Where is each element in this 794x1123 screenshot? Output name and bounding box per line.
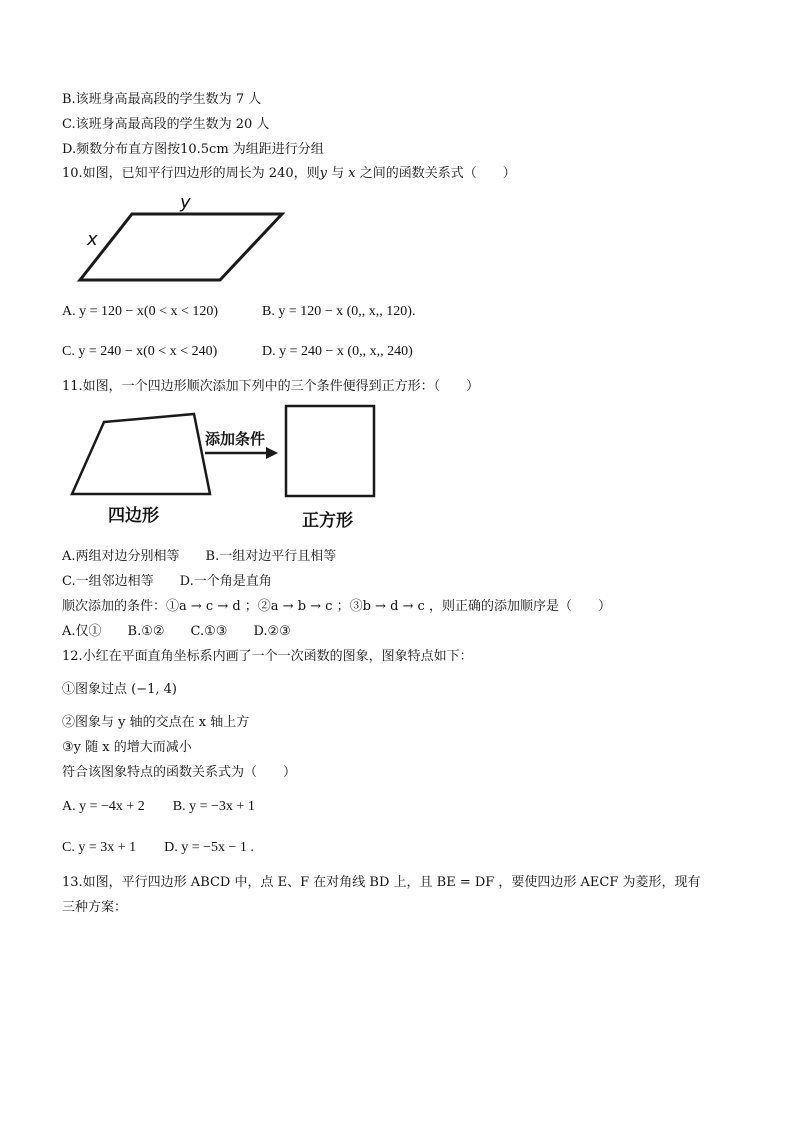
quadrilateral-shape xyxy=(72,414,210,494)
q12-feature-2: ②图象与 y 轴的交点在 x 轴上方 xyxy=(62,715,250,730)
q11-order-line: 顺次添加的条件：①a → c → d ；②a → b → c ；③b → d → c ，则正确的添加顺序是（ ） xyxy=(62,599,611,614)
q10-parallelogram-figure xyxy=(62,190,302,290)
q12-options-ab: A. y = −4x + 2 B. y = −3x + 1 xyxy=(62,799,255,814)
q10-stem: 10.如图，已知平行四边形的周长为 240，则𝑦 与 𝑥 之间的函数关系式（ ） xyxy=(62,166,516,181)
parallelogram-shape xyxy=(80,214,282,280)
q12-options-cd: C. y = 3x + 1 D. y = −5x − 1 . xyxy=(62,840,254,855)
q9-option-b: B.该班身高最高段的学生数为 7 人 xyxy=(62,92,262,107)
q12-stem: 12.小红在平面直角坐标系内画了一个一次函数的图象，图象特点如下： xyxy=(62,649,473,664)
q13-stem-line2: 三种方案： xyxy=(62,900,128,915)
q9-option-c: C.该班身高最高段的学生数为 20 人 xyxy=(62,117,270,132)
q12-prompt: 符合该图象特点的函数关系式为（ ） xyxy=(62,765,297,780)
q10-option-c: C. y = 240 − x(0 < x < 240) xyxy=(62,344,218,359)
q10-option-d: D. y = 240 − x (0,, x,, 240) xyxy=(262,344,413,359)
q11-answers-line: A.仅① B.①② C.①③ D.②③ xyxy=(62,624,291,639)
q10-option-a: A. y = 120 − x(0 < x < 120) xyxy=(62,304,219,319)
q11-options-line1: A.两组对边分别相等 B.一组对边平行且相等 xyxy=(62,549,337,564)
q11-stem: 11.如图，一个四边形顺次添加下列中的三个条件便得到正方形：（ ） xyxy=(62,379,480,394)
arrow-label: 添加条件 xyxy=(205,430,266,448)
label-x: x xyxy=(87,229,98,250)
q11-options-line2: C.一组邻边相等 D.一个角是直角 xyxy=(62,574,272,589)
label-y: y xyxy=(180,192,191,213)
q9-option-d: D.频数分布直方图按10.5cm 为组距进行分组 xyxy=(62,142,324,157)
left-label: 四边形 xyxy=(108,506,159,526)
q12-feature-1: ①图象过点 (−1, 4) xyxy=(62,682,177,697)
square-shape xyxy=(286,406,374,496)
q12-feature-3: ③y 随 x 的增大而减小 xyxy=(62,740,192,755)
q10-option-b: B. y = 120 − x (0,, x,, 120). xyxy=(262,304,416,319)
arrow-head-icon xyxy=(266,447,278,459)
right-label: 正方形 xyxy=(302,511,353,531)
q11-figure xyxy=(62,400,392,540)
q13-stem-line1: 13.如图，平行四边形 ABCD 中，点 E、F 在对角线 BD 上，且 BE = DF ，要使四边形 AECF 为菱形，现有 xyxy=(62,875,701,890)
